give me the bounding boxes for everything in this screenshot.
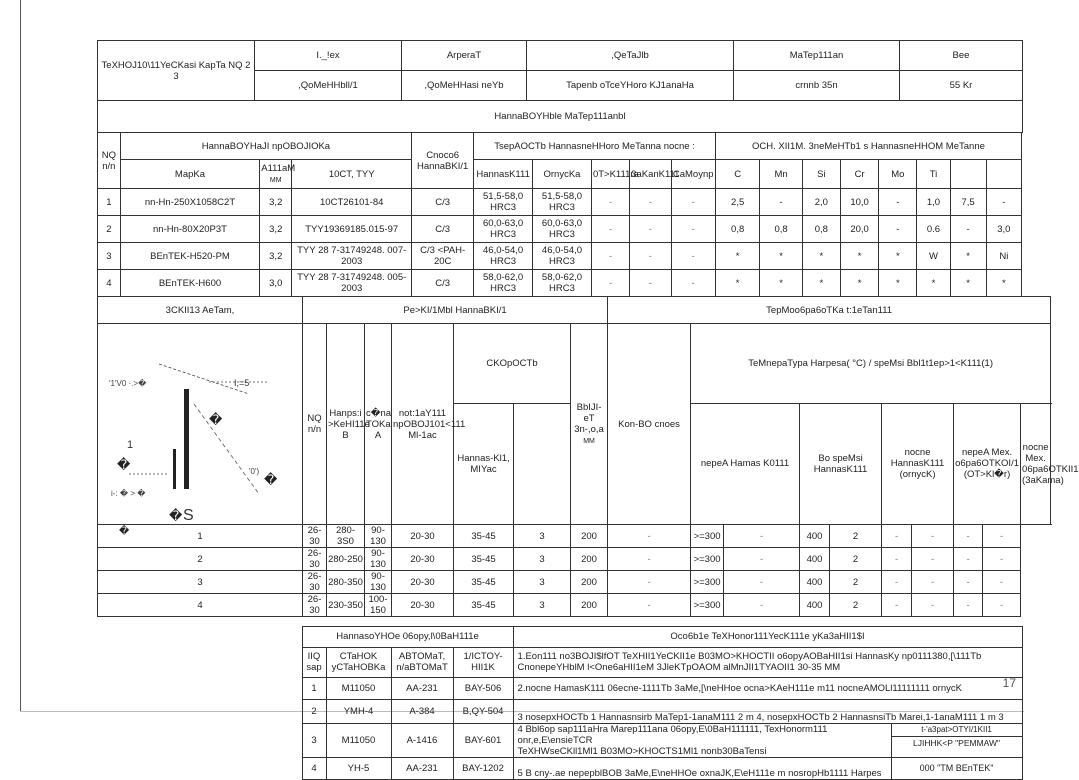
chem-value: * — [879, 243, 917, 270]
col-automat: ABTOMaT, n/aBTOMaT — [391, 647, 453, 677]
mode-n: 3 — [514, 594, 571, 617]
mode-m3: - — [954, 594, 983, 617]
page-left-rule — [20, 0, 21, 712]
mode-t-aft2: 2 — [830, 548, 882, 571]
chem-value: * — [917, 270, 950, 297]
chem-value: - — [879, 189, 917, 216]
chem-value: * — [715, 270, 759, 297]
col-chem: Si — [802, 160, 840, 189]
col-no: IIQ sap — [302, 647, 326, 677]
chem-value: 3,0 — [986, 216, 1021, 243]
chem-value: * — [950, 243, 986, 270]
chem-value: * — [840, 270, 878, 297]
hardness-value: 51,5-58,0 HRC3 — [533, 189, 592, 216]
hardness-value: 58,0-62,0 HRC3 — [474, 270, 533, 297]
header-label: Bee — [900, 41, 1023, 71]
material-mark: BEnTEK-H600 — [120, 270, 260, 297]
mode-feed: 20-30 — [392, 525, 454, 548]
mode-t-dur2: - — [724, 594, 800, 617]
hardness-group: TsepAOCTb HannasneHHoro MeTanna nocne : — [474, 133, 716, 160]
material-gost: TYY 28 7-31749248. 005-2003 — [292, 270, 412, 297]
mode-m2: - — [912, 571, 954, 594]
equip-automat: AA-231 — [391, 757, 453, 779]
sketch-mark: 1 — [127, 439, 134, 451]
chem-value: - — [879, 216, 917, 243]
mode-t-pre: 200 — [571, 571, 608, 594]
header-label: I._!ex — [255, 41, 402, 71]
mode-t-aft: 400 — [800, 571, 830, 594]
mode-m3: - — [954, 548, 983, 571]
mode-t-pre2: - — [608, 594, 691, 617]
material-mark: nn-Hn-250X1058C2T — [120, 189, 260, 216]
equip-no: 2 — [302, 699, 326, 723]
chem-value: * — [950, 270, 986, 297]
col-hardness: HannasK111 — [474, 160, 533, 189]
mode-m2: - — [912, 594, 954, 617]
material-method: C/3 — [412, 216, 474, 243]
col-chem: C — [715, 160, 759, 189]
material-no: 2 — [98, 216, 121, 243]
sketch-mark: � — [119, 526, 130, 537]
approval-head: LJIHHK<P "PEMMAW" — [913, 737, 1001, 748]
note-4-line2: TeXHWseCKll1Ml1 B03MO>KHOCTS1Ml1 nonb30BaTensi — [517, 745, 767, 757]
header-value: ,QoMeHHbll/1 — [255, 71, 402, 101]
chem-value: * — [802, 270, 840, 297]
equip-control: BAY-506 — [453, 677, 513, 699]
material-diameter: 3,2 — [260, 243, 292, 270]
material-no: 4 — [98, 270, 121, 297]
material-method: C/3 <PAH-20C — [412, 243, 474, 270]
col-chem: Mn — [760, 160, 802, 189]
mode-m1: - — [882, 525, 912, 548]
material-gost: TYY 28 7-31749248. 007-2003 — [292, 243, 412, 270]
hardness-value: - — [630, 243, 671, 270]
mode-m1: - — [882, 548, 912, 571]
col-mark: MapKa — [120, 160, 260, 189]
col-layers: Kon-BO cnoes — [608, 324, 691, 525]
hardness-value: 60,0-63,0 HRC3 — [474, 216, 533, 243]
chem-value: 0.6 — [917, 216, 950, 243]
chem-value: 7,5 — [950, 189, 986, 216]
chem-value: 20,0 — [840, 216, 878, 243]
mode-n: 3 — [514, 525, 571, 548]
chemistry-group: OCH. XII1M. 3neMeHTb1 s HannasneHHOM MeTanne — [715, 133, 1021, 160]
mode-t-pre: 200 — [571, 594, 608, 617]
mode-t-dur2: - — [724, 571, 800, 594]
mode-t-dur: >=300 — [691, 594, 724, 617]
header-table — [97, 40, 1023, 133]
sketch-mark: i-: � > � — [111, 489, 146, 498]
hardness-value: - — [630, 189, 671, 216]
mode-t-pre2: - — [608, 548, 691, 571]
mode-m4: - — [983, 525, 1021, 548]
material-diameter: 3,2 — [260, 216, 292, 243]
chem-value: 0,8 — [802, 216, 840, 243]
header-value: crnnb 35n — [734, 71, 900, 101]
material-method: C/3 — [412, 189, 474, 216]
mode-row — [98, 525, 1051, 548]
material-diameter: 3,0 — [260, 270, 292, 297]
material-row — [98, 216, 1022, 243]
col-t-before: nepeA Hamas K0111 — [691, 403, 800, 524]
hardness-value: - — [630, 270, 671, 297]
col-chem: Ti — [917, 160, 950, 189]
equip-automat: A-1416 — [391, 723, 453, 757]
material-gost: TYY19369185.015-97 — [292, 216, 412, 243]
modes-section-title: Pe>KI/1Mbl HannaBKI/1 — [303, 297, 608, 324]
heat-section-title: TepMoo6pa6oTKa t:1eTan111 — [608, 297, 1051, 324]
col-method: Cnoco6 HannaBKI/1 — [412, 133, 474, 189]
welding-wire-group: HannaBOYHaJI npOBOJIOKa — [120, 133, 411, 160]
hardness-value: 60,0-63,0 HRC3 — [533, 216, 592, 243]
sketch-mark: � — [169, 508, 183, 523]
hardness-value: - — [671, 270, 715, 297]
chem-value: * — [760, 270, 802, 297]
mode-u: 26-30 — [303, 525, 327, 548]
col-control: 1/ICTOY-HII1K — [453, 647, 513, 677]
mode-width: 35-45 — [454, 525, 514, 548]
part-sketch-drawing — [99, 324, 304, 537]
mode-width: 35-45 — [454, 548, 514, 571]
sketch-label: I,=5 — [234, 378, 250, 388]
speed-group: CKOpOCTb — [454, 324, 571, 404]
card-title: TeXHOJ10\11YeCKasi KapTa NQ 2 3 — [98, 41, 255, 101]
mode-row — [98, 548, 1051, 571]
mode-row — [98, 594, 1051, 617]
header-label: ArperaT — [402, 41, 527, 71]
notes-section-title: Oco6b1e TeXHonor111YecK111e yKa3aHII1$I — [513, 626, 1022, 647]
mode-m4: - — [983, 571, 1021, 594]
equip-automat: AA-231 — [391, 677, 453, 699]
equip-source: M11050 — [326, 723, 391, 757]
mode-u: 26-30 — [303, 594, 327, 617]
hardness-value: - — [630, 216, 671, 243]
approval-company: 000 "TM BEnTEK" — [891, 758, 1022, 779]
approval-box — [891, 724, 1022, 757]
mode-width: 35-45 — [454, 571, 514, 594]
mode-no: 2 — [98, 548, 303, 571]
material-row — [98, 270, 1022, 297]
mode-amp: 280-3S0 — [327, 525, 365, 548]
note-4 — [513, 723, 1022, 757]
material-mark: BEnTEK-H520-PM — [120, 243, 260, 270]
modes-table — [97, 296, 1079, 627]
chem-value: 1,0 — [917, 189, 950, 216]
col-no: NQ n/n — [303, 324, 327, 525]
mode-t-aft2: 2 — [830, 525, 882, 548]
mode-m1: - — [882, 594, 912, 617]
mode-m2: - — [912, 525, 954, 548]
material-no: 3 — [98, 243, 121, 270]
mode-cur: 90-130 — [365, 525, 392, 548]
hardness-value: - — [671, 216, 715, 243]
equip-control: B,QY-504 — [453, 699, 513, 723]
mode-m1: - — [882, 571, 912, 594]
sketch-mark: � — [264, 472, 278, 487]
mode-feed: 20-30 — [392, 548, 454, 571]
material-method: C/3 — [412, 270, 474, 297]
chem-value: 0,8 — [760, 216, 802, 243]
hardness-value: - — [671, 243, 715, 270]
sketch-spacer — [97, 677, 302, 699]
col-hardness: OrnycKa — [533, 160, 592, 189]
mode-t-aft: 400 — [800, 594, 830, 617]
mode-cur: 90-130 — [365, 548, 392, 571]
mode-t-pre2: - — [608, 571, 691, 594]
col-chem — [950, 160, 986, 189]
header-label: MaTep111an — [734, 41, 900, 71]
equip-source: YH-5 — [326, 757, 391, 779]
materials-table — [97, 132, 1022, 297]
equip-no: 3 — [302, 723, 326, 757]
equip-control: BAY-1202 — [453, 757, 513, 779]
chem-value: * — [840, 243, 878, 270]
hardness-value: 51,5-58,0 HRC3 — [474, 189, 533, 216]
chem-value: 10,0 — [840, 189, 878, 216]
equipment-table — [97, 626, 1023, 780]
note-5: 5 B cny-.ae nepepblBOB 3aMe,E\neHHOe oxnaJK,E\eH111e m nosropHb1111 Harpes 000 "TM BEnTEK" — [513, 757, 1022, 779]
material-gost: 10CT26101-84 — [292, 189, 412, 216]
chem-value: - — [986, 189, 1021, 216]
equip-control: BAY-601 — [453, 723, 513, 757]
chem-value: 0,8 — [715, 216, 759, 243]
material-diameter: 3,2 — [260, 189, 292, 216]
chem-value: - — [760, 189, 802, 216]
col-chem: Mo — [879, 160, 917, 189]
equip-source: M11050 — [326, 677, 391, 699]
col-current-kind: not:1aY111 npOBOJ101<111 Ml-1ac — [392, 324, 454, 525]
col-t-after-mech: nocne Mex. 06pa6OTKII1 (3aKama) — [1021, 403, 1051, 524]
chem-value: 2,5 — [715, 189, 759, 216]
material-mark: nn-Hn-80X20P3T — [120, 216, 260, 243]
mode-u: 26-30 — [303, 571, 327, 594]
equip-no: 1 — [302, 677, 326, 699]
hardness-value: - — [671, 189, 715, 216]
header-value: ,QoMeHHasi neYb — [402, 71, 527, 101]
mode-m4: - — [983, 548, 1021, 571]
mode-t-dur: >=300 — [691, 548, 724, 571]
mode-t-aft: 400 — [800, 525, 830, 548]
col-hardness: 0T>K111ra — [591, 160, 629, 189]
sketch-spacer — [97, 699, 302, 723]
hardness-value: 58,0-62,0 HRC3 — [533, 270, 592, 297]
sketch-line — [194, 404, 259, 494]
hardness-value: - — [591, 189, 629, 216]
col-power-source: CTaHOK yCTaHOBKa — [326, 647, 391, 677]
material-no: 1 — [98, 189, 121, 216]
mode-amp: 280-250 — [327, 548, 365, 571]
temperature-group: TeMnepaTypa Harpesa( °C) / speMsi Bbl1t1ep>1<K111(1) — [691, 324, 1051, 404]
page-number: 17 — [1002, 676, 1016, 690]
mode-t-aft2: 2 — [830, 594, 882, 617]
hardness-value: - — [591, 216, 629, 243]
sketch-mark: � — [209, 412, 223, 427]
sketch-spacer — [97, 647, 302, 677]
col-feed: Hannas-Kl1, MIYac — [454, 403, 514, 524]
approval-developer: t-'a3pat>OTYI/1KII1 — [892, 724, 1022, 737]
col-current-a: c�na TOKa A — [365, 324, 392, 525]
mode-cur: 90-130 — [365, 571, 392, 594]
col-t-during: Bo speMsi HannasK111 — [800, 403, 882, 524]
equip-automat: A-384 — [391, 699, 453, 723]
sketch-mark: � — [117, 457, 131, 472]
material-row — [98, 189, 1022, 216]
header-value: 55 Kr — [900, 71, 1023, 101]
mode-m4: - — [983, 594, 1021, 617]
mode-t-pre: 200 — [571, 548, 608, 571]
mode-t-dur2: - — [724, 548, 800, 571]
equip-source: YMH-4 — [326, 699, 391, 723]
sketch-spacer — [97, 757, 302, 779]
col-diameter: A111aM MM — [260, 160, 292, 189]
header-label: ,QeTaJlb — [527, 41, 734, 71]
mode-cur: 100-150 — [365, 594, 392, 617]
chem-value: W — [917, 243, 950, 270]
col-feed-blank — [514, 403, 571, 524]
sketch-shaft — [173, 449, 176, 489]
chem-value: * — [986, 270, 1021, 297]
note-4-line1: 4 Bbl6op sap111aHra Marep111ana 06opy,E\0BaH111111, TexHonorm111 onr,e,E\ensieTCR — [517, 723, 828, 746]
chem-value: Ni — [986, 243, 1021, 270]
chem-value: - — [950, 216, 986, 243]
mode-t-pre2: - — [608, 525, 691, 548]
col-width: BbIJI-eT 3n-,o,a MM — [571, 324, 608, 525]
mode-m3: - — [954, 571, 983, 594]
mode-t-pre: 200 — [571, 525, 608, 548]
equip-no: 4 — [302, 757, 326, 779]
note-3: 3 nosepxHOCTb 1 Hannasnsirb MaTep1-1anaM111 2 m 4, nosepxHOCTb 2 HannasnsiTb Marei,1-1anaM111 1 m 3 — [513, 699, 1022, 723]
equipment-section-title: HannasoYHOe 06opy,l\0BaH111e — [302, 626, 513, 647]
mode-n: 3 — [514, 548, 571, 571]
sketch-label: S — [183, 507, 194, 524]
mode-amp: 230-350 — [327, 594, 365, 617]
sketch-mark: '0') — [249, 467, 260, 476]
col-hardness: CaMoynp — [671, 160, 715, 189]
mode-feed: 20-30 — [392, 571, 454, 594]
sketch-mark: '1'V0 ·.>� — [109, 379, 147, 388]
tech-card-sheet — [97, 40, 1079, 779]
hardness-value: 46,0-54,0 HRC3 — [533, 243, 592, 270]
note-1: 1.Eon111 no3BOJI$lfOT TeXHII1YeCKII1e B03MO>KHOCTII o6opyAOBaHII1si HannasKy np0111380,[\111Tb CnonepeYHblM l<One6aHII1eM 3JleKTpOAOM alMnJII1TYAOII1 30-35 MM — [513, 647, 1022, 677]
header-value: Tapenb oTceYHoro KJ1anaHa — [527, 71, 734, 101]
chem-value: * — [715, 243, 759, 270]
mode-t-dur: >=300 — [691, 525, 724, 548]
col-no: NQ n/n — [98, 133, 121, 189]
col-gost: 10CT, TYY — [292, 160, 412, 189]
col-chem — [986, 160, 1021, 189]
mode-no: 1 — [98, 525, 303, 548]
col-t-after: nocne HannasK111 (ornycK) — [882, 403, 954, 524]
mode-no: 4 — [98, 594, 303, 617]
mode-feed: 20-30 — [392, 594, 454, 617]
sketch-shaft — [184, 389, 189, 489]
col-chem: Cr — [840, 160, 878, 189]
sketch-section-title: 3CKII13 AeTam, — [98, 297, 303, 324]
mode-t-dur: >=300 — [691, 571, 724, 594]
chem-value: * — [802, 243, 840, 270]
sketch-spacer — [97, 626, 302, 647]
mode-width: 35-45 — [454, 594, 514, 617]
chem-value: 2,0 — [802, 189, 840, 216]
col-voltage: Hanps:i >KeHI11e B — [327, 324, 365, 525]
mode-m2: - — [912, 548, 954, 571]
mode-row — [98, 571, 1051, 594]
note-2: 2.nocne HamasK111 06ecne-1111Tb 3aMe,[\neHHoe ocna>KAeH111e m11 nocneAMOLl11111111 ornycK — [513, 677, 1022, 699]
col-t-mech: nepeA Mex. o6pa6OTKOI/1 (OT>Kl�r) — [954, 403, 1021, 524]
chem-value: * — [760, 243, 802, 270]
mode-u: 26-30 — [303, 548, 327, 571]
mode-m3: - — [954, 525, 983, 548]
mode-t-dur2: - — [724, 525, 800, 548]
mode-n: 3 — [514, 571, 571, 594]
part-sketch — [98, 324, 303, 537]
hardness-value: 46,0-54,0 HRC3 — [474, 243, 533, 270]
materials-section-title: HannaBOYHble MaTep111anbl — [98, 101, 1023, 133]
mode-t-aft: 400 — [800, 548, 830, 571]
mode-amp: 280-350 — [327, 571, 365, 594]
sketch-spacer — [97, 723, 302, 757]
chem-value: * — [879, 270, 917, 297]
mode-t-aft2: 2 — [830, 571, 882, 594]
mode-no: 3 — [98, 571, 303, 594]
material-row — [98, 243, 1022, 270]
col-hardness: 3aKanK111 — [630, 160, 671, 189]
hardness-value: - — [591, 243, 629, 270]
hardness-value: - — [591, 270, 629, 297]
